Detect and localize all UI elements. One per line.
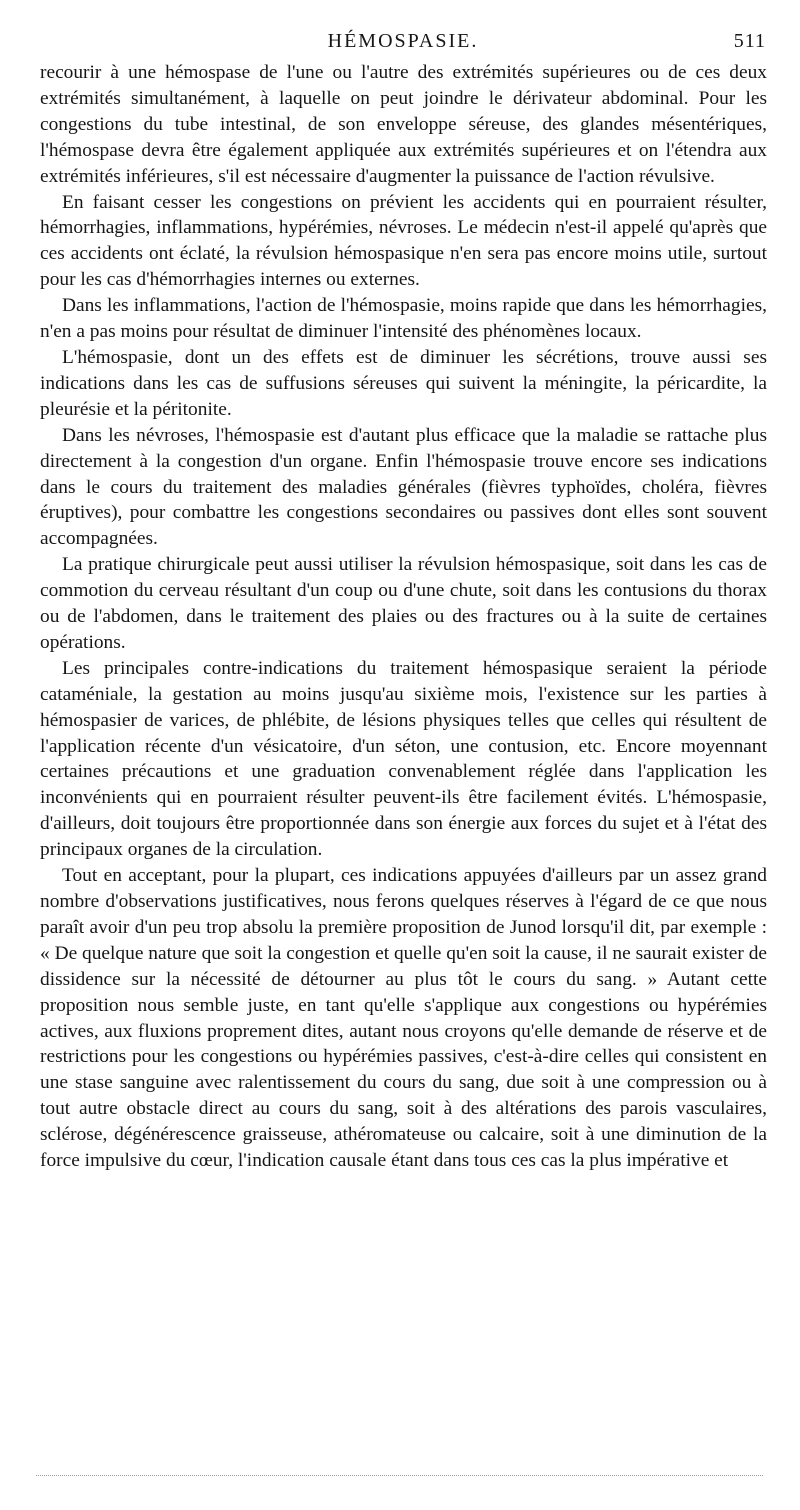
paragraph: Dans les névroses, l'hémospasie est d'autant plus efficace que la maladie se rattache plus directement à la congestion d'un organe. Enfin l'hémospasie trouve encore ses indications dans le cours du traitement des maladies générales (fièvres typhoïdes, choléra, fièvres éruptives), pour combattre les congestions secondaires ou passives dont elles sont souvent accompagnées. [40,424,767,550]
bottom-rule [36,1475,763,1476]
paragraph: La pratique chirurgicale peut aussi utiliser la révulsion hémospasique, soit dans les cas de commotion du cerveau résultant d'un coup ou d'une chute, soit dans les contusions du thorax ou de l'abdomen, dans le traitement des plaies ou des fractures ou à la suite de certaines opérations. [40,554,767,653]
paragraph: Tout en acceptant, pour la plupart, ces indications appuyées d'ailleurs par un assez grand nombre d'observations justificatives, nous ferons quelques réserves à l'égard de ce que nous paraît avoir d'un peu trop absolu la première proposition de Junod lorsqu'il dit, par exemple : « De quelque nature que soit la congestion et quelle qu'en soit la cause, il ne saurait exister de dissidence sur la nécessité de détourner au plus tôt le cours du sang. » Autant cette proposition nous semble juste, en tant qu'elle s'applique aux congestions ou hypérémies actives, aux fluxions proprement dites, autant nous croyons qu'elle demande de réserve et de restrictions pour les congestions ou hypérémies passives, c'est-à-dire celles qui consistent en une stase sanguine avec ralentissement du cours du sang, due soit à une compression ou à tout autre obstacle direct au cours du sang, soit à des altérations des parois vasculaires, sclérose, dégénérescence graisseuse, athéromateuse ou calcaire, soit à une diminution de la force impulsive du cœur, l'indication causale étant dans tous ces cas la plus impérative et [40,865,767,1172]
body-text [40,60,767,1174]
paragraph: L'hémospasie, dont un des effets est de diminuer les sécrétions, trouve aussi ses indications dans les cas de suffusions séreuses qui suivent la méningite, la péricardite, la pleurésie et la péritonite. [40,346,767,420]
paragraph: Les principales contre-indications du traitement hémospasique seraient la période cataméniale, la gestation au moins jusqu'au sixième mois, l'existence sur les parties à hémospasier de varices, de phlébite, de lésions physiques telles que celles qui résultent de l'application récente d'un vésicatoire, d'un séton, une contusion, etc. Encore moyennant certaines précautions et une graduation convenablement réglée dans l'application les inconvénients qui en pourraient résulter peuvent-ils être facilement évités. L'hémospasie, d'ailleurs, doit toujours être proportionnée dans son énergie aux forces du sujet et à l'état des principaux organes de la circulation. [40,657,767,861]
paragraph: recourir à une hémospase de l'une ou l'autre des extrémités supérieures ou de ces deux extrémités simultanément, à laquelle on peut joindre le dérivateur abdominal. Pour les congestions du tube intestinal, de son enveloppe séreuse, des glandes mésentériques, l'hémospase devra être également appliquée aux extrémités supérieures et on l'étendra aux extrémités inférieures, s'il est nécessaire d'augmenter la puissance de l'action révulsive. [40,62,767,187]
running-title: HÉMOSPASIE. [327,30,479,52]
paragraph: En faisant cesser les congestions on prévient les accidents qui en pourraient résulter, hémorrhagies, inflammations, hypérémies, névroses. Le médecin n'est-il appelé qu'après que ces accidents ont éclaté, la révulsion hémospasique n'en sera pas encore moins utile, surtout pour les cas d'hémorrhagies internes ou externes. [40,191,767,291]
running-head [40,30,766,60]
page-number: 511 [733,30,766,52]
paragraph: Dans les inflammations, l'action de l'hémospasie, moins rapide que dans les hémorrhagies, n'en a pas moins pour résultat de diminuer l'intensité des phénomènes locaux. [40,295,767,343]
